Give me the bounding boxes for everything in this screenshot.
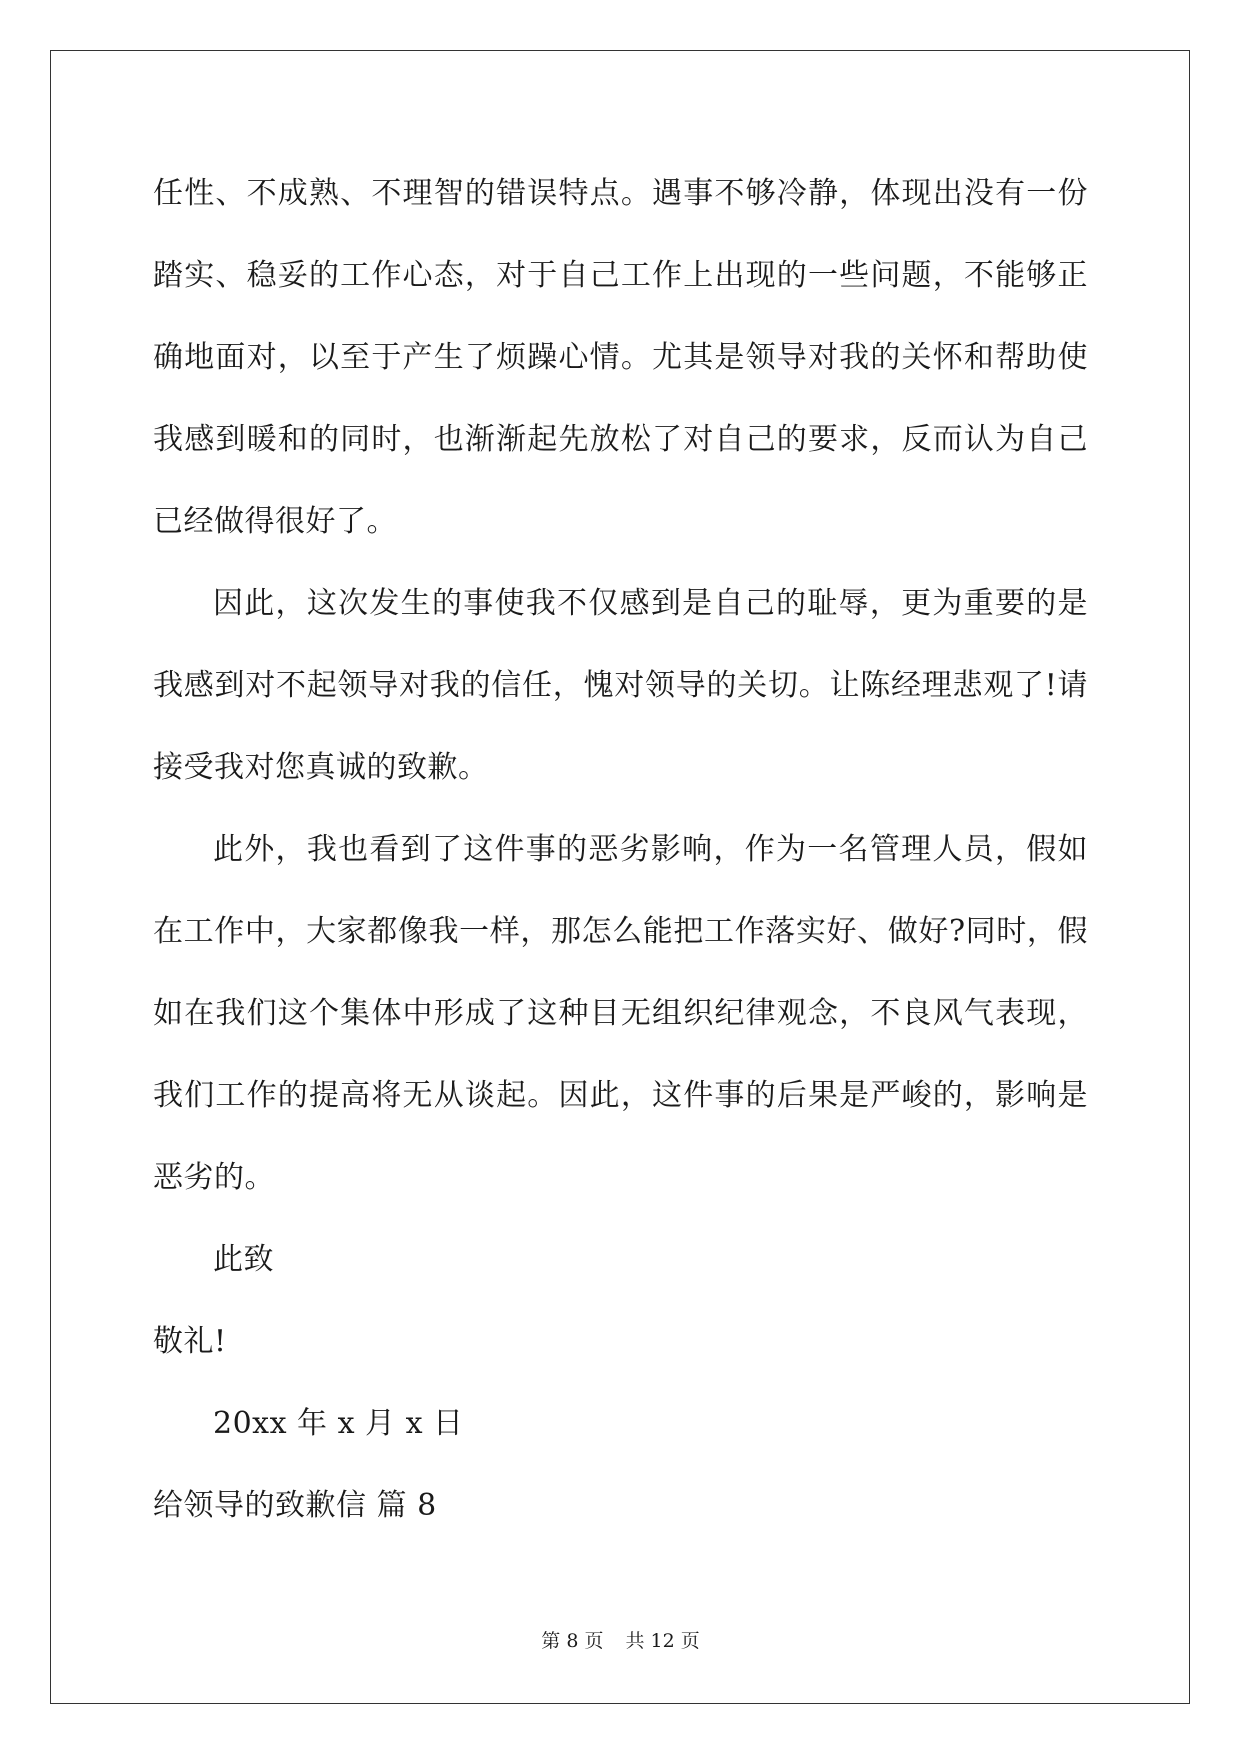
- text-line: 接受我对您真诚的致歉。: [153, 750, 489, 785]
- text-line: 敬礼!: [153, 1324, 227, 1359]
- text-line: 此外，我也看到了这件事的恶劣影响，作为一名管理人员，假如: [213, 832, 1088, 867]
- paragraph: [153, 809, 1088, 1219]
- text-line: 如在我们这个集体中形成了这种目无组织纪律观念，不良风气表现，: [153, 996, 1088, 1031]
- document-body: [153, 153, 1088, 1547]
- text-line: 在工作中，大家都像我一样，那怎么能把工作落实好、做好?同时，假: [153, 914, 1088, 949]
- text-line: 恶劣的。: [153, 1160, 275, 1195]
- page-total: 共 12 页: [625, 1630, 700, 1652]
- paragraph: [153, 563, 1088, 809]
- text-line: 我感到对不起领导对我的信任，愧对领导的关切。让陈经理悲观了!请: [153, 668, 1088, 703]
- text-line: 已经做得很好了。: [153, 504, 397, 539]
- text-line: 我们工作的提高将无从谈起。因此，这件事的后果是严峻的，影响是: [153, 1078, 1088, 1113]
- page-footer: [0, 1626, 1241, 1653]
- paragraph: [153, 1465, 1088, 1547]
- text-line: 确地面对，以至于产生了烦躁心情。尤其是领导对我的关怀和帮助使: [153, 340, 1088, 375]
- paragraph: [153, 1301, 1088, 1383]
- text-line: 任性、不成熟、不理智的错误特点。遇事不够冷静，体现出没有一份: [153, 176, 1088, 211]
- text-line: 踏实、稳妥的工作心态，对于自己工作上出现的一些问题，不能够正: [153, 258, 1088, 293]
- text-line: 此致: [213, 1242, 274, 1277]
- paragraph: [153, 1219, 1088, 1301]
- text-line: 20xx 年 x 月 x 日: [213, 1406, 464, 1441]
- text-line: 我感到暖和的同时，也渐渐起先放松了对自己的要求，反而认为自己: [153, 422, 1088, 457]
- text-line: 因此，这次发生的事使我不仅感到是自己的耻辱，更为重要的是: [213, 586, 1088, 621]
- page-number: 第 8 页: [541, 1630, 604, 1652]
- text-line: 给领导的致歉信 篇 8: [153, 1488, 437, 1523]
- paragraph: [153, 1383, 1088, 1465]
- paragraph: [153, 153, 1088, 563]
